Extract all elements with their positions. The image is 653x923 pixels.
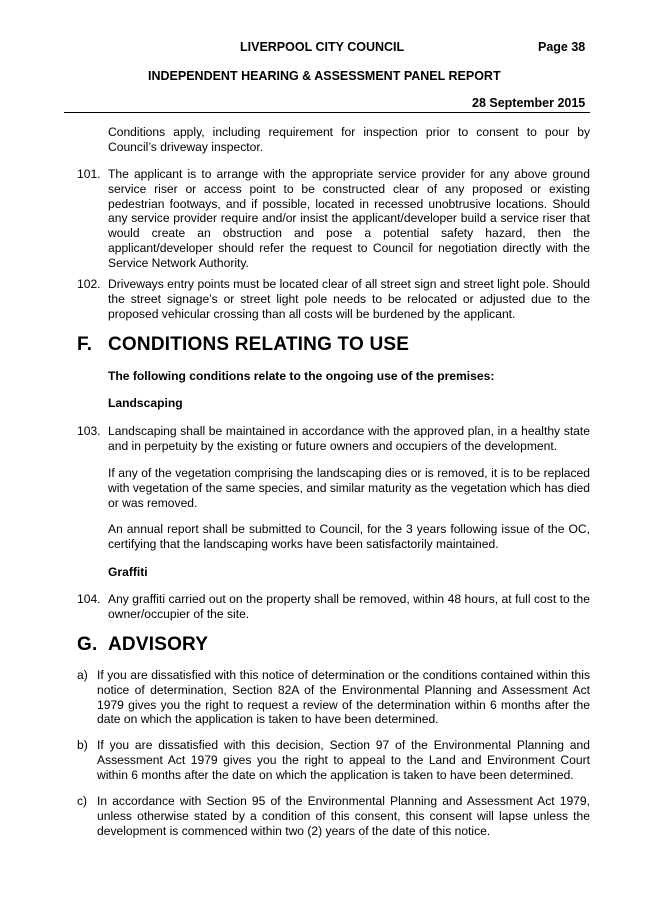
- condition-103-number: 103.: [77, 424, 101, 438]
- condition-102-text: Driveways entry points must be located clear of all street sign and street light pole. Should the street signage’s or street light pole needs to be relocated or adjusted due to the proposed vehicular crossing than all costs will be burdened by the applicant.: [108, 277, 590, 321]
- condition-103-text: Landscaping shall be maintained in accordance with the approved plan, in a healthy state and in perpetuity by the existing or future owners and occupiers of the development.: [108, 424, 590, 453]
- page-number: Page 38: [538, 40, 586, 54]
- section-f-letter: F.: [77, 334, 93, 355]
- advisory-b-label: b): [77, 738, 88, 752]
- condition-101-text: The applicant is to arrange with the appropriate service provider for any above ground service riser or access point to be constructed clear of any proposed or existing pedestrian footways, and if possible, located in recessed unobtrusive locations. Should any service provider require and/or insist the applicant/developer build a service riser that would create an obstruction and pose a potential safety hazard, then the applicant/developer should refer the request to Council for negotiation directly with the Service Network Authority.: [108, 167, 590, 270]
- graffiti-heading: Graffiti: [108, 565, 148, 579]
- intro-paragraph: Conditions apply, including requirement for inspection prior to consent to pour by Council’s driveway inspector.: [108, 125, 590, 154]
- landscaping-heading: Landscaping: [108, 396, 183, 410]
- advisory-a-label: a): [77, 668, 88, 682]
- section-f-lead: The following conditions relate to the ongoing use of the premises:: [108, 369, 495, 383]
- condition-103-paragraph-3: An annual report shall be submitted to Council, for the 3 years following issue of the OC, certifying that the landscaping works have been satisfactorily maintained.: [108, 522, 590, 551]
- header-rule: [64, 112, 590, 113]
- advisory-b-text: If you are dissatisfied with this decision, Section 97 of the Environmental Planning and Assessment Act 1979 gives you the right to appeal to the Land and Environment Court within 6 months after the date on which the application is taken to have been determined.: [97, 738, 590, 782]
- condition-101-number: 101.: [77, 167, 101, 181]
- section-g-heading: [77, 634, 208, 656]
- report-date: 28 September 2015: [472, 96, 586, 110]
- condition-104-number: 104.: [77, 592, 101, 606]
- section-g-letter: G.: [77, 634, 98, 655]
- section-g-title: ADVISORY: [108, 634, 209, 655]
- condition-102-number: 102.: [77, 277, 101, 291]
- advisory-c-text: In accordance with Section 95 of the Environmental Planning and Assessment Act 1979, unless otherwise stated by a condition of this consent, this consent will lapse unless the development is commenced within two (2) years of the date of this notice.: [97, 794, 590, 838]
- council-name: LIVERPOOL CITY COUNCIL: [240, 40, 405, 54]
- advisory-c-label: c): [77, 794, 88, 808]
- condition-104-text: Any graffiti carried out on the property shall be removed, within 48 hours, at full cost to the owner/occupier of the site.: [108, 592, 590, 621]
- advisory-a-text: If you are dissatisfied with this notice of determination or the conditions contained within this notice of determination, Section 82A of the Environmental Planning and Assessment Act 1979 gives you the right to request a review of the determination within 6 months after the date on which the application is taken to have been determined.: [97, 668, 590, 727]
- section-f-title: CONDITIONS RELATING TO USE: [108, 334, 410, 355]
- section-f-heading: [77, 334, 409, 356]
- condition-103-paragraph-2: If any of the vegetation comprising the landscaping dies or is removed, it is to be replaced with vegetation of the same species, and similar maturity as the vegetation which has died or was removed.: [108, 466, 590, 510]
- report-title: INDEPENDENT HEARING & ASSESSMENT PANEL REPORT: [148, 69, 501, 83]
